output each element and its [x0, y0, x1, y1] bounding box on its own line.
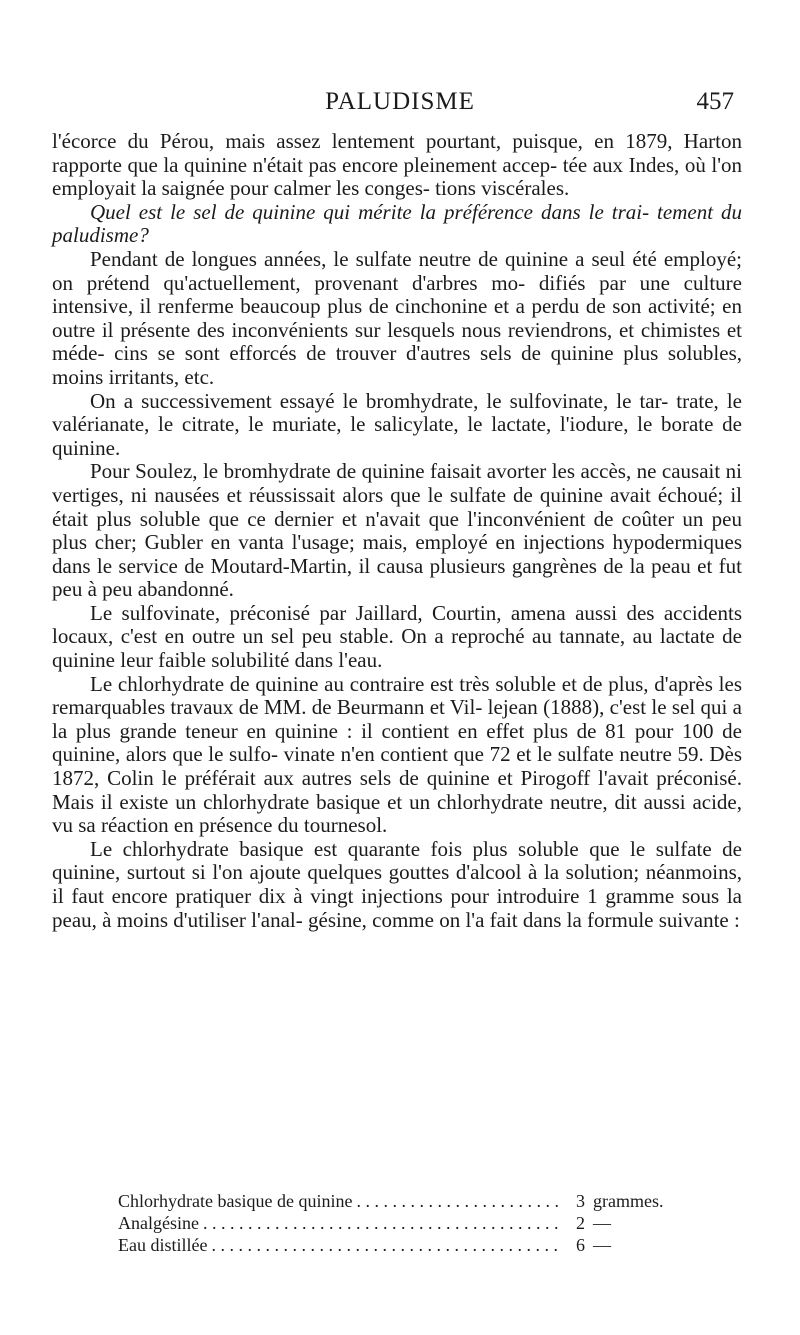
ingredient-unit: — — [593, 1235, 611, 1255]
paragraph: Le chlorhydrate basique est quarante fois plus soluble que le sulfate de quinine, surtout si l'on ajoute quelques gouttes d'alcool à la solution; néanmoins, il faut encore pratiquer dix à vingt injections pour introduire 1 gramme sous la peau, à moins d'utiliser l'anal- gésine, comme on l'a fait dans la formule suivante : — [52, 836, 742, 932]
paragraph: Le chlorhydrate de quinine au contraire est très soluble et de plus, d'après les remarquables travaux de MM. de Beurmann et Vil- lejean (1888), c'est le sel qui a la plus grande teneur en quinine : il contient en effet plus de 81 pour 100 de quinine, alors que le sulfo- vinate n'en contient que 72 et le sulfate neutre 59. Dès 1872, Colin le préférait aux autres sels de quinine et Pirogoff l'avait préconisé. Mais il existe un chlorhydrate basique et un chlorhydrate neutre, dit aussi acide, vu sa réaction en présence du tournesol. — [52, 671, 742, 838]
ingredient-quantity: 2 — [576, 1213, 585, 1233]
ingredient-unit: — — [593, 1213, 611, 1233]
formula-row — [118, 1212, 698, 1234]
dot-leader — [203, 1212, 563, 1234]
paragraph: Pour Soulez, le bromhydrate de quinine faisait avorter les accès, ne causait ni vertiges, ni nausées et réussissait alors que le sulfate de quinine avait échoué; il était plus soluble que ce dernier et n'avait que l'inconvénient de coûter un peu plus cher; Gubler en vanta l'usage; mais, employé en injections hypodermiques dans le service de Moutard-Martin, il causa plusieurs gangrènes de la peau et fut peu à peu abandonné. — [52, 459, 742, 602]
ingredient-unit: grammes. — [593, 1191, 664, 1211]
paragraph: l'écorce du Pérou, mais assez lentement pourtant, puisque, en 1879, Harton rapporte que la quinine n'était pas encore pleinement accep- tée aux Indes, où l'on employait la saignée pour calmer les conges- tions viscérales. — [52, 129, 742, 201]
ingredient-name: Analgésine — [118, 1213, 199, 1233]
formula-table — [118, 1190, 698, 1256]
question-heading: Quel est le sel de quinine qui mérite la préférence dans le trai- tement du paludisme? — [52, 199, 742, 248]
paragraph: On a successivement essayé le bromhydrate, le sulfovinate, le tar- trate, le valérianate, le citrate, le muriate, le salicylate, le lactate, l'iodure, le borate de quinine. — [52, 388, 742, 460]
dot-leader — [356, 1190, 563, 1212]
paragraph: Pendant de longues années, le sulfate neutre de quinine a seul été employé; on prétend qu'actuellement, provenant d'arbres mo- difiés par une culture intensive, il renferme beaucoup plus de cinchonine et a perdu de son activité; en outre il présente des inconvénients sur lesquels nous reviendrons, et chimistes et méde- cins se sont efforcés de trouver d'autres sels de quinine plus solubles, moins irritants, etc. — [52, 246, 742, 389]
ingredient-quantity: 6 — [576, 1235, 585, 1255]
paragraph: Le sulfovinate, préconisé par Jaillard, Courtin, amena aussi des accidents locaux, c'est en outre un sel peu stable. On a reproché au tannate, au lactate de quinine leur faible solubilité dans l'eau. — [52, 600, 742, 673]
formula-row — [118, 1190, 698, 1212]
body-text — [52, 130, 742, 932]
ingredient-quantity: 3 — [576, 1191, 585, 1211]
running-header-title: PALUDISME — [325, 88, 475, 115]
dot-leader — [211, 1234, 563, 1256]
ingredient-name: Eau distillée — [118, 1235, 208, 1255]
page-number: 457 — [696, 88, 734, 115]
ingredient-name: Chlorhydrate basique de quinine — [118, 1191, 353, 1211]
formula-row — [118, 1234, 698, 1256]
